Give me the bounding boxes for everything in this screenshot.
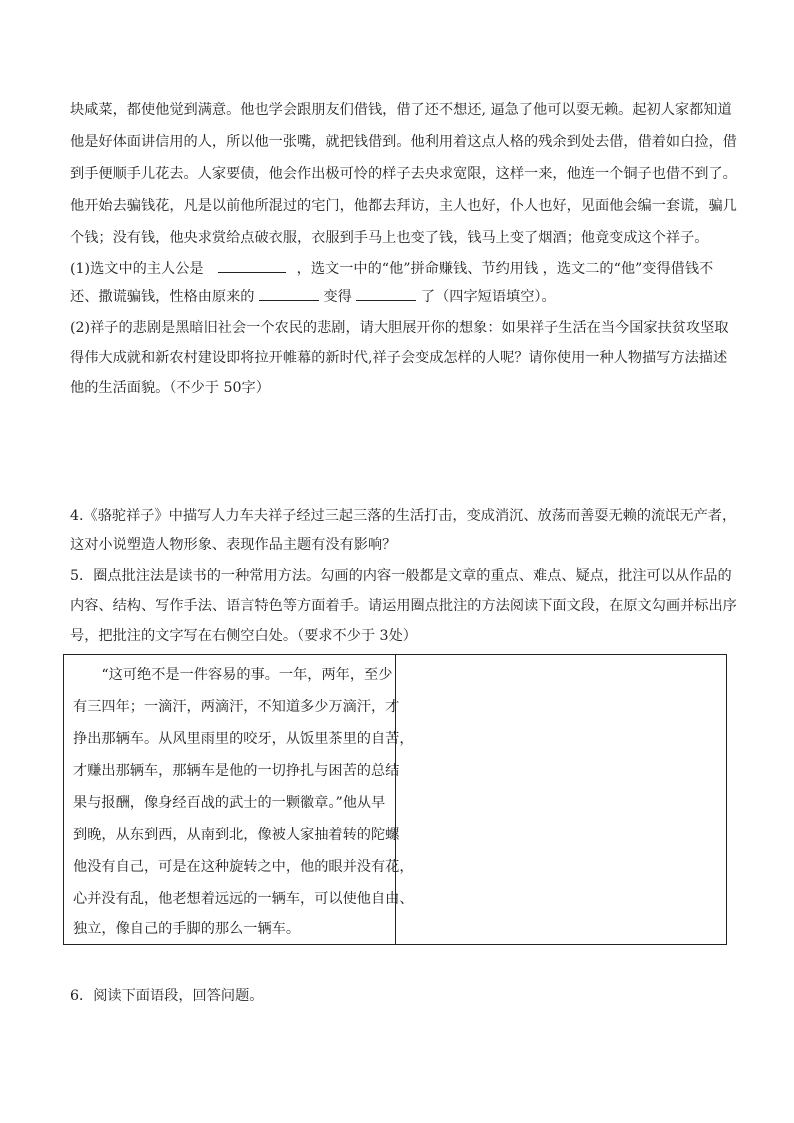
excerpt-line: 心并没有乱，他老想着远远的一辆车，可以使他自由、 (73, 891, 414, 907)
question-5-line: 内容、结构、写作手法、语言特色等方面着手。请运用圈点批注的方法阅读下面文段，在原文勾画并标出序 (70, 598, 737, 614)
answer-blank-protagonist[interactable] (218, 258, 286, 273)
excerpt-line: 果与报酬，像身经百战的武士的一颗徽章。”他从早 (73, 795, 386, 811)
excerpt-line: 独立，像自己的手脚的那么一辆车。 (73, 921, 301, 937)
question-4-line: 4.《骆驼祥子》中描写人力车夫祥子经过三起三落的生活打击，变成消沉、放荡而善耍无赖的流氓无产者， (70, 508, 737, 524)
question-6-line: 6．阅读下面语段，回答问题。 (70, 988, 264, 1004)
question-2-line: 他的生活面貌。（不少于 50字） (70, 380, 270, 396)
question-5-line: 号，把批注的文字写在右侧空白处。（要求不少于 3处） (70, 628, 417, 644)
excerpt-line: 挣出那辆车。从风里雨里的咬牙，从饭里茶里的自苦， (73, 731, 414, 747)
question-4-line: 这对小说塑造人物形象、表现作品主题有没有影响？ (70, 537, 397, 553)
question-2-line: (2)祥子的悲剧是黑暗旧社会一个农民的悲剧，请大胆展开你的想象：如果祥子生活在当今国家扶贫攻坚取 (70, 320, 729, 336)
question-1-line-2 (70, 286, 556, 307)
question-5-line: 5．圈点批注法是读书的一种常用方法。勾画的内容一般都是文章的重点、难点、疑点，批注可以从作品的 (70, 568, 732, 584)
excerpt-line: 到晚，从东到西，从南到北，像被人家抽着转的陀螺 (73, 827, 400, 843)
passage-line: 个钱；没有钱，他央求赏给点破衣服，衣服到手马上也变了钱，钱马上变了烟酒；他竟变成这个祥子。 (70, 230, 709, 246)
question-1-line (70, 258, 713, 279)
excerpt-line: 他没有自己，可是在这种旋转之中，他的眼并没有花， (73, 859, 414, 875)
question-1-text-e: 了（四字短语填空）。 (420, 289, 556, 305)
passage-line: 他开始去骗钱花，凡是以前他所混过的宅门，他都去拜访，主人也好，仆人也好，见面他会编一套谎，骗几 (70, 198, 737, 214)
excerpt-line: 有三四年；一滴汗，两滴汗，不知道多少万滴汗，才 (73, 699, 400, 715)
answer-blank-before[interactable] (259, 286, 319, 301)
question-1-text-d: 变得 (323, 289, 352, 305)
question-1-text-c: 还、撒谎骗钱，性格由原来的 (70, 289, 255, 305)
annotation-blank-cell[interactable] (396, 655, 726, 944)
excerpt-line: 才赚出那辆车，那辆车是他的一切挣扎与困苦的总结 (73, 763, 400, 779)
passage-line: 块咸菜，都使他觉到满意。他也学会跟朋友们借钱，借了还不想还, 逼急了他可以耍无赖。起初人家都知道 (70, 102, 732, 118)
excerpt-line: “这可绝不是一件容易的事。一年，两年，至少 (73, 667, 393, 683)
passage-line: 到手便顺手儿花去。人家要债，他会作出极可怜的样子去央求宽限，这样一来，他连一个铜子也借不到了。 (70, 166, 737, 182)
answer-blank-after[interactable] (356, 286, 416, 301)
passage-line: 他是好体面讲信用的人，所以他一张嘴，就把钱借到。他利用着这点人格的残余到处去借，借着如白捡，借 (70, 134, 737, 150)
question-2-line: 得伟大成就和新农村建设即将拉开帷幕的新时代,祥子会变成怎样的人呢？请你使用一种人物描写方法描述 (70, 350, 728, 366)
annotation-table (63, 654, 727, 945)
question-1-text-a: (1)选文中的主人公是 (70, 261, 204, 277)
question-1-text-b: ，选文一中的“他”拼命赚钱、节约用钱 ，选文二的“他”变得借钱不 (296, 261, 714, 277)
